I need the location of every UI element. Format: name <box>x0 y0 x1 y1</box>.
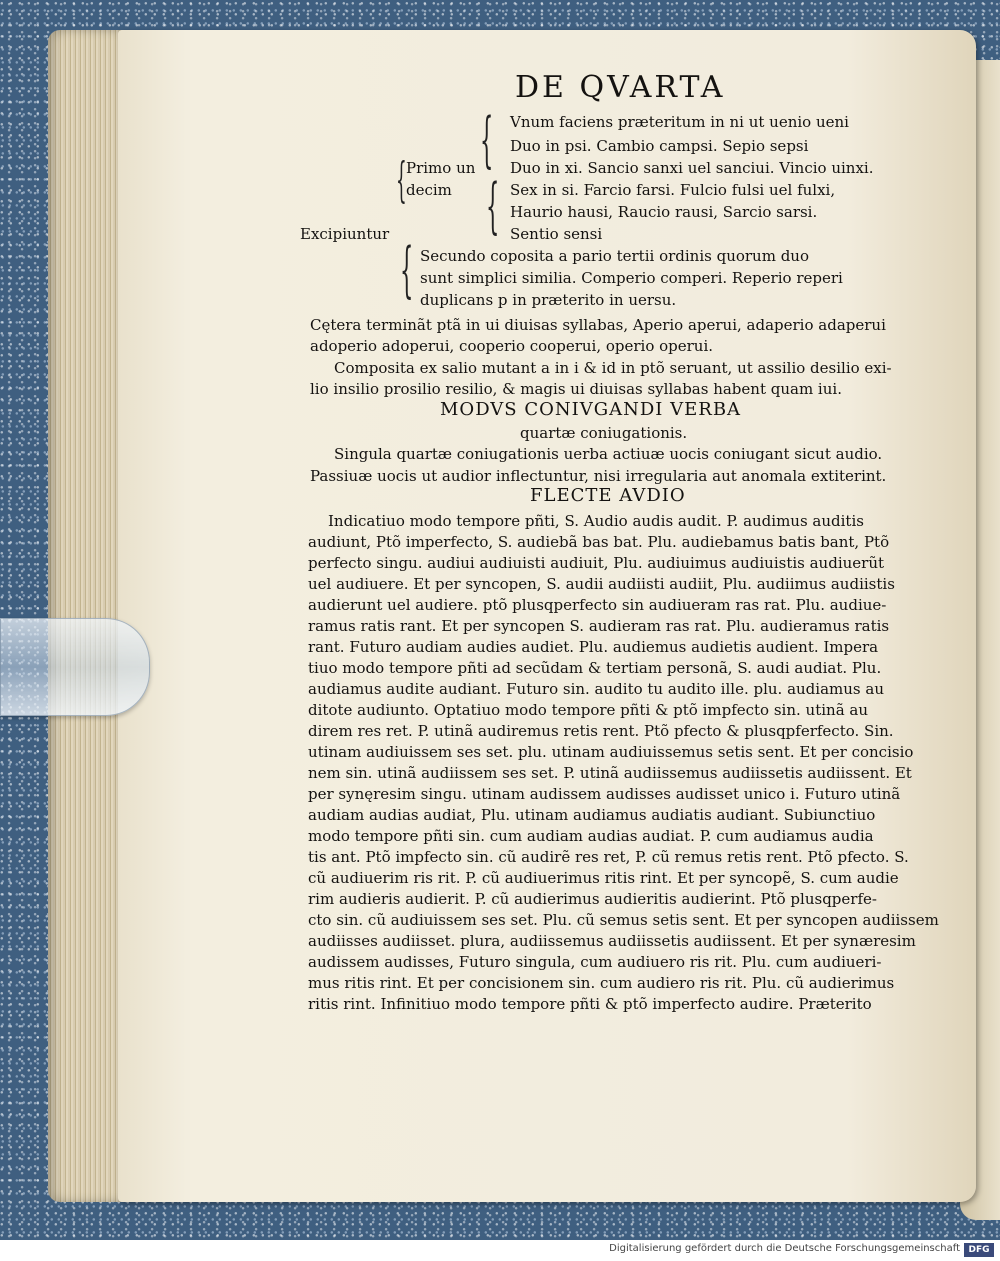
section-title: FLECTE AVDIO <box>530 485 686 506</box>
rule-line: Duo in psi. Cambio campsi. Sepio sepsi <box>510 137 809 155</box>
text-line: rim audieris audierit. P. cũ audierimus audieritis audierint. Ptõ plusqperfe- <box>308 890 877 908</box>
text-line: cto sin. cũ audiuissem ses set. Plu. cũ semus setis sent. Et per syncopen audiissem <box>308 911 939 929</box>
rule-line: Vnum faciens præteritum in ni ut uenio ueni <box>510 113 849 131</box>
rule-line: sunt simplici similia. Comperio comperi. Reperio reperi <box>420 269 843 287</box>
text-line: utinam audiuissem ses set. plu. utinam audiuissemus setis sent. Et per concisio <box>308 743 914 761</box>
dfg-logo: DFG <box>964 1243 994 1257</box>
rule-line: Haurio hausi, Raucio rausi, Sarcio sarsi. <box>510 203 818 221</box>
section-subtitle: quartæ coniugationis. <box>520 424 688 442</box>
text-line: mus ritis rint. Et per concisionem sin. cum audiero ris rit. Plu. cũ audierimus <box>308 974 895 992</box>
text-line: modo tempore pñti sin. cum audiam audias audiat. P. cum audiamus audia <box>308 827 874 845</box>
rule-line: Duo in xi. Sancio sanxi uel sanciui. Vincio uinxi. <box>510 159 874 177</box>
text-line: Composita ex salio mutant a in i & id in ptõ seruant, ut assilio desilio exi- <box>334 359 892 377</box>
funding-credit: Digitalisierung gefördert durch die Deutsche Forschungsgemeinschaft <box>609 1243 960 1254</box>
text-line: adoperio adoperui, cooperio cooperui, operio operui. <box>310 337 714 355</box>
text-line: cũ audiuerim ris rit. P. cũ audiuerimus ritis rint. Et per syncopẽ, S. cum audie <box>308 869 899 887</box>
text-line: tiuo modo tempore pñti ad secũdam & tertiam personã, S. audi audiat. Plu. <box>308 659 882 677</box>
rule-line: duplicans p in præterito in uersu. <box>420 291 677 309</box>
text-line: Indicatiuo modo tempore pñti, S. Audio audis audit. P. audimus auditis <box>328 512 864 530</box>
book-clamp <box>0 618 150 716</box>
text-line: audierunt uel audiere. ptõ plusqperfecto sin audiueram ras rat. Plu. audiue- <box>308 596 887 614</box>
rule-label-decim: decim <box>406 181 452 199</box>
text-line: Passiuæ uocis ut audior inflectuntur, nisi irregularia aut anomala extiterint. <box>310 467 887 485</box>
text-line: audissem audisses, Futuro singula, cum audiuero ris rit. Plu. cum audiueri- <box>308 953 882 971</box>
section-title: MODVS CONIVGANDI VERBA <box>440 399 742 420</box>
text-line: ditote audiunto. Optatiuo modo tempore pñti & ptõ impfecto sin. utinã au <box>308 701 869 719</box>
text-line: uel audiuere. Et per syncopen, S. audii audiisti audiit, Plu. audiimus audiistis <box>308 575 895 593</box>
rule-label-excipiuntur: Excipiuntur <box>300 225 390 243</box>
chapter-title: DE QVARTA <box>515 70 726 105</box>
footer-bar <box>0 1240 1000 1261</box>
rule-line: Sex in si. Farcio farsi. Fulcio fulsi uel fulxi, <box>510 181 836 199</box>
text-line: ramus ratis rant. Et per syncopen S. audieram ras rat. Plu. audieramus ratis <box>308 617 890 635</box>
rule-line: Sentio sensi <box>510 225 603 243</box>
brace-secundo: { <box>400 235 414 305</box>
rule-line: Secundo coposita a pario tertii ordinis quorum duo <box>420 247 809 265</box>
text-line: Singula quartæ coniugationis uerba actiuæ uocis coniugant sicut audio. <box>334 445 883 463</box>
text-line: per synęresim singu. utinam audissem audisses audisset unico i. Futuro utinã <box>308 785 901 803</box>
text-line: nem sin. utinã audiissem ses set. P. utinã audiissemus audiissetis audiissent. Et <box>308 764 912 782</box>
text-line: tis ant. Ptõ impfecto sin. cũ audirẽ res ret, P. cũ remus retis rent. Ptõ pfecto. S. <box>308 848 909 866</box>
text-line: audiamus audite audiant. Futuro sin. audito tu audito ille. plu. audiamus au <box>308 680 884 698</box>
text-line: audiisses audiisset. plura, audiissemus audiissetis audiissent. Et per synæresim <box>308 932 916 950</box>
text-line: lio insilio prosilio resilio, & magis ui diuisas syllabas habent quam iui. <box>310 380 842 398</box>
rule-label-primo: Primo un <box>406 159 476 177</box>
brace-primo: { <box>396 152 407 208</box>
text-line: audiam audias audiat, Plu. utinam audiamus audiatis audiant. Subiunctiuo <box>308 806 876 824</box>
text-line: rant. Futuro audiam audies audiet. Plu. audiemus audietis audient. Impera <box>308 638 879 656</box>
text-line: Cętera terminãt ptã in ui diuisas syllabas, Aperio aperui, adaperio adaperui <box>310 316 886 334</box>
brace-inner: { <box>486 171 500 241</box>
text-line: ritis rint. Infinitiuo modo tempore pñti & ptõ imperfecto audire. Præterito <box>308 995 872 1013</box>
text-line: direm res ret. P. utinã audiremus retis rent. Ptõ pfecto & plusqpferfecto. Sin. <box>308 722 894 740</box>
brace-right-outer: { <box>480 105 494 175</box>
text-line: perfecto singu. audiui audiuisti audiuit, Plu. audiuimus audiuistis audiuerũt <box>308 554 885 572</box>
text-line: audiunt, Ptõ imperfecto, S. audiebã bas bat. Plu. audiebamus batis bant, Ptõ <box>308 533 890 551</box>
